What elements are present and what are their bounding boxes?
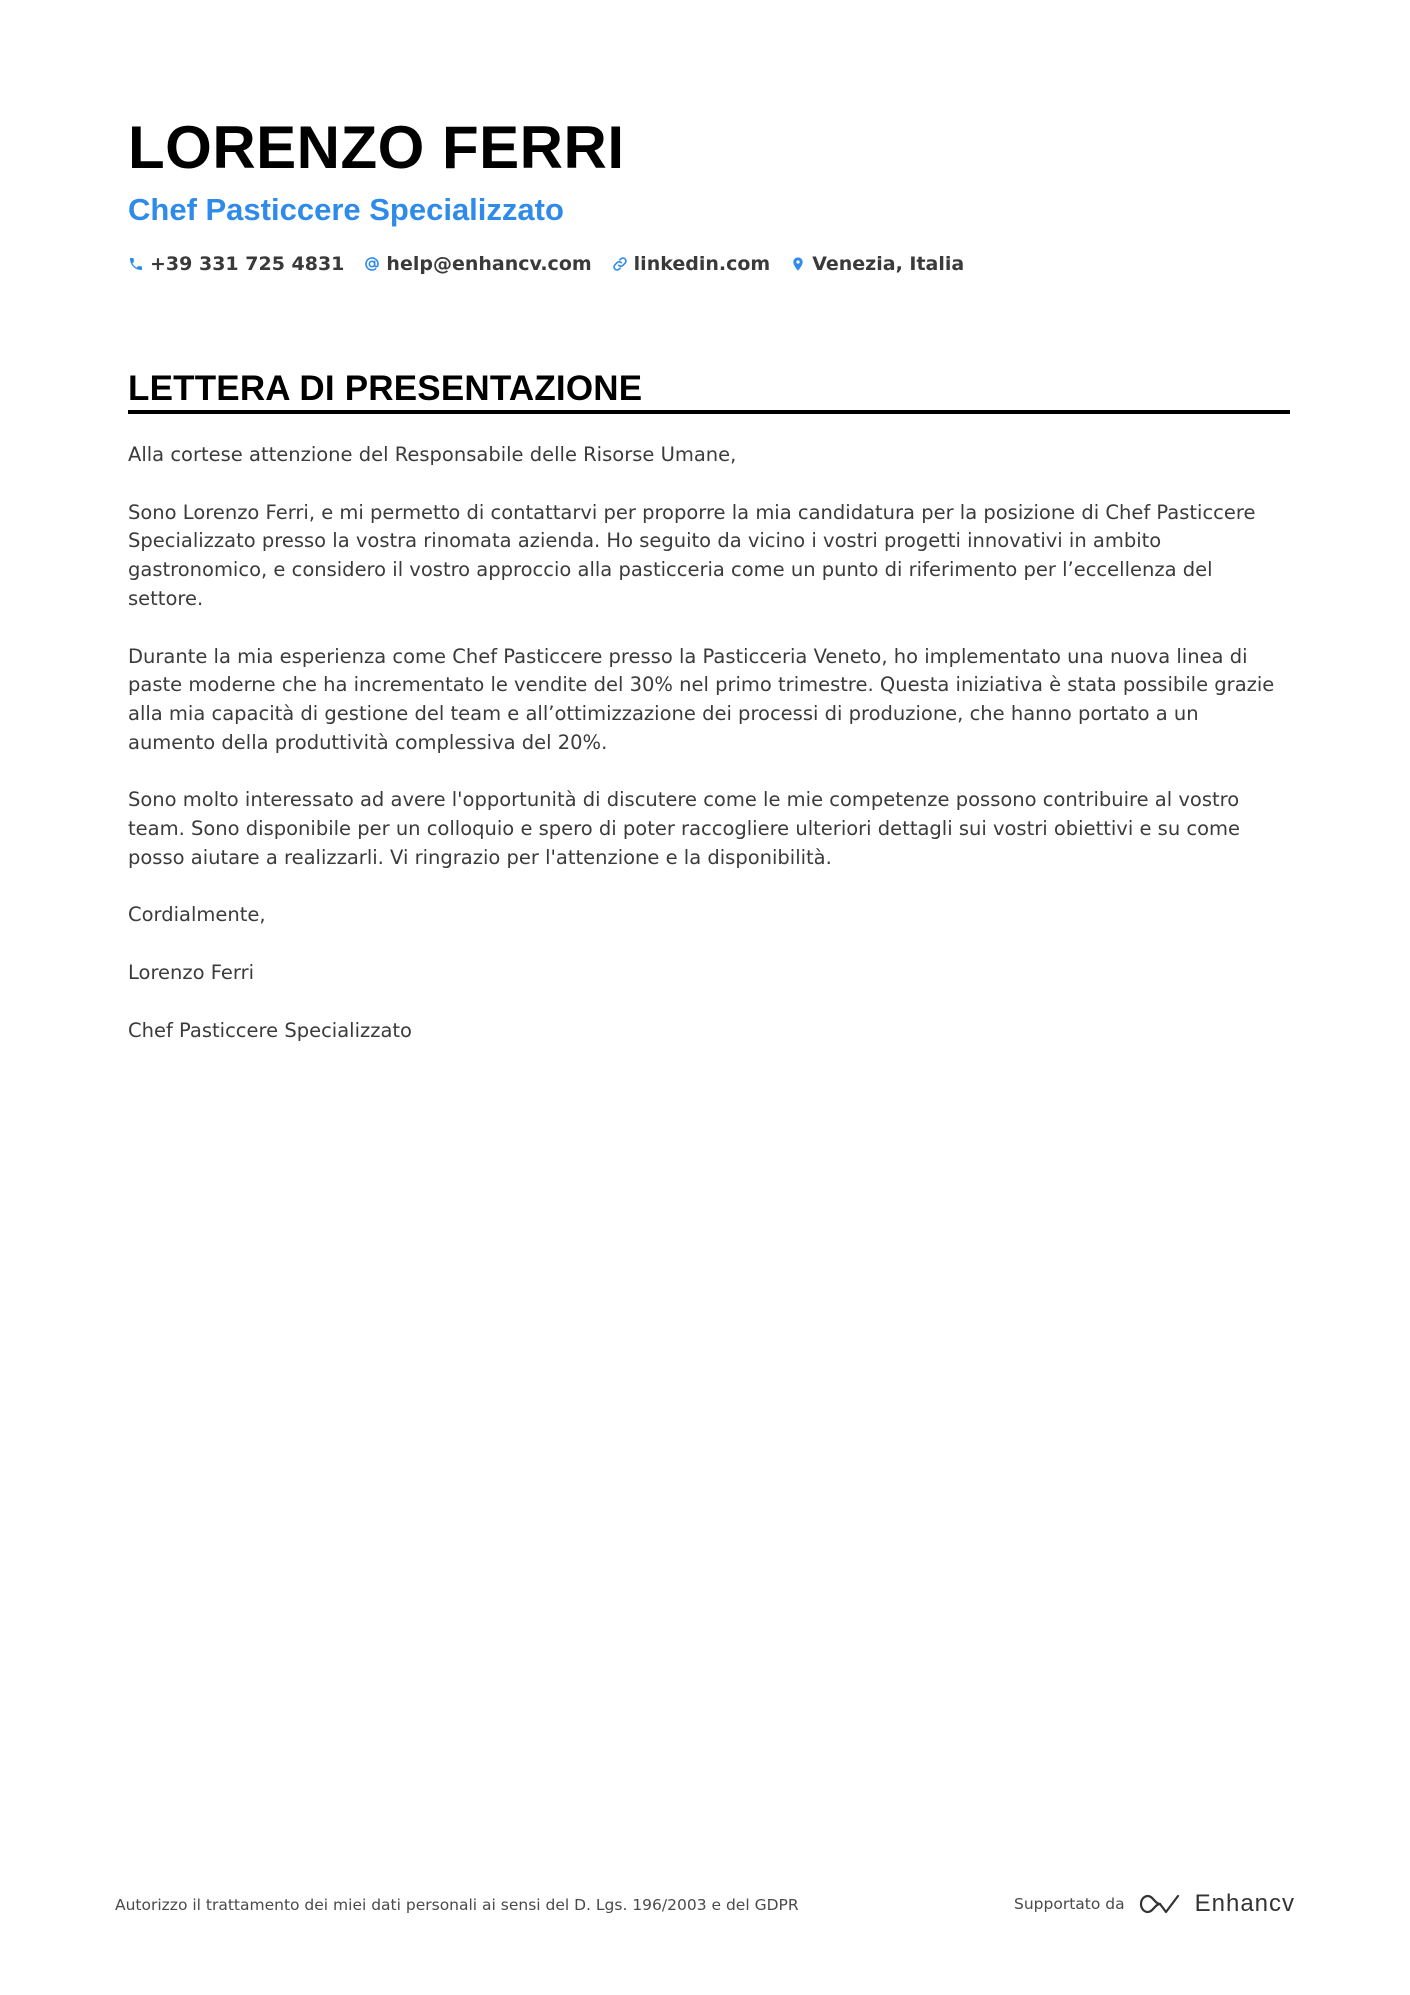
paragraph-experience: Durante la mia esperienza come Chef Pasticcere presso la Pasticceria Veneto, ho implementato una nuova linea di paste moderne che ha incrementato le vendite del 30% nel primo trimestre. Questa iniziativa è stata possibile grazie alla mia capacità di gestione del team e all’ottimizzazione dei processi di produzione, che hanno portato a un aumento della produttività complessiva del 20%. (128, 644, 1275, 754)
section-title: LETTERA DI PRESENTAZIONE (128, 369, 643, 408)
contact-phone-text: +39 331 725 4831 (150, 253, 345, 275)
contact-bar (128, 253, 984, 275)
signature-name: Lorenzo Ferri (128, 961, 255, 985)
section-divider (128, 410, 1290, 414)
link-icon (612, 256, 628, 272)
signature-role: Chef Pasticcere Specializzato (128, 1018, 412, 1042)
location-pin-icon (790, 256, 806, 272)
enhancv-logo-text: Enhancv (1194, 1890, 1296, 1917)
paragraph-intro: Sono Lorenzo Ferri, e mi permetto di contattarvi per proporre la mia candidatura per la posizione di Chef Pasticcere Specializzato presso la vostra rinomata azienda. Ho seguito da vicino i vostri progetti innovativi in ambito gastronomico, e considero il vostro approccio alla pasticceria come un punto di riferimento per l’eccellenza del settore. (128, 500, 1256, 610)
contact-linkedin[interactable] (612, 253, 771, 275)
contact-email[interactable] (364, 253, 591, 275)
salutation: Alla cortese attenzione del Responsabile delle Risorse Umane, (128, 443, 737, 466)
contact-linkedin-text: linkedin.com (633, 253, 771, 275)
letter-body (128, 441, 1290, 1075)
powered-by-label: Supportato da (1014, 1895, 1125, 1913)
privacy-consent: Autorizzo il trattamento dei miei dati personali ai sensi del D. Lgs. 196/2003 e del GDPR (115, 1896, 799, 1914)
enhancv-logo-icon (1137, 1891, 1183, 1917)
at-icon (364, 256, 380, 272)
powered-by[interactable] (1014, 1890, 1295, 1918)
contact-phone[interactable] (128, 253, 344, 275)
paragraph-closing: Sono molto interessato ad avere l'opportunità di discutere come le mie competenze possono contribuire al vostro team. Sono disponibile per un colloquio e spero di poter raccogliere ulteriori dettagli sui vostri obiettivi e su come posso aiutare a realizzarli. Vi ringrazio per l'attenzione e la disponibilità. (128, 788, 1241, 869)
candidate-name: LORENZO FERRI (128, 114, 625, 181)
contact-location-text: Venezia, Italia (812, 253, 965, 275)
contact-location (790, 253, 964, 275)
candidate-role: Chef Pasticcere Specializzato (128, 192, 564, 227)
contact-email-text: help@enhancv.com (386, 253, 592, 275)
phone-icon (128, 256, 144, 272)
sign-off: Cordialmente, (128, 903, 266, 927)
